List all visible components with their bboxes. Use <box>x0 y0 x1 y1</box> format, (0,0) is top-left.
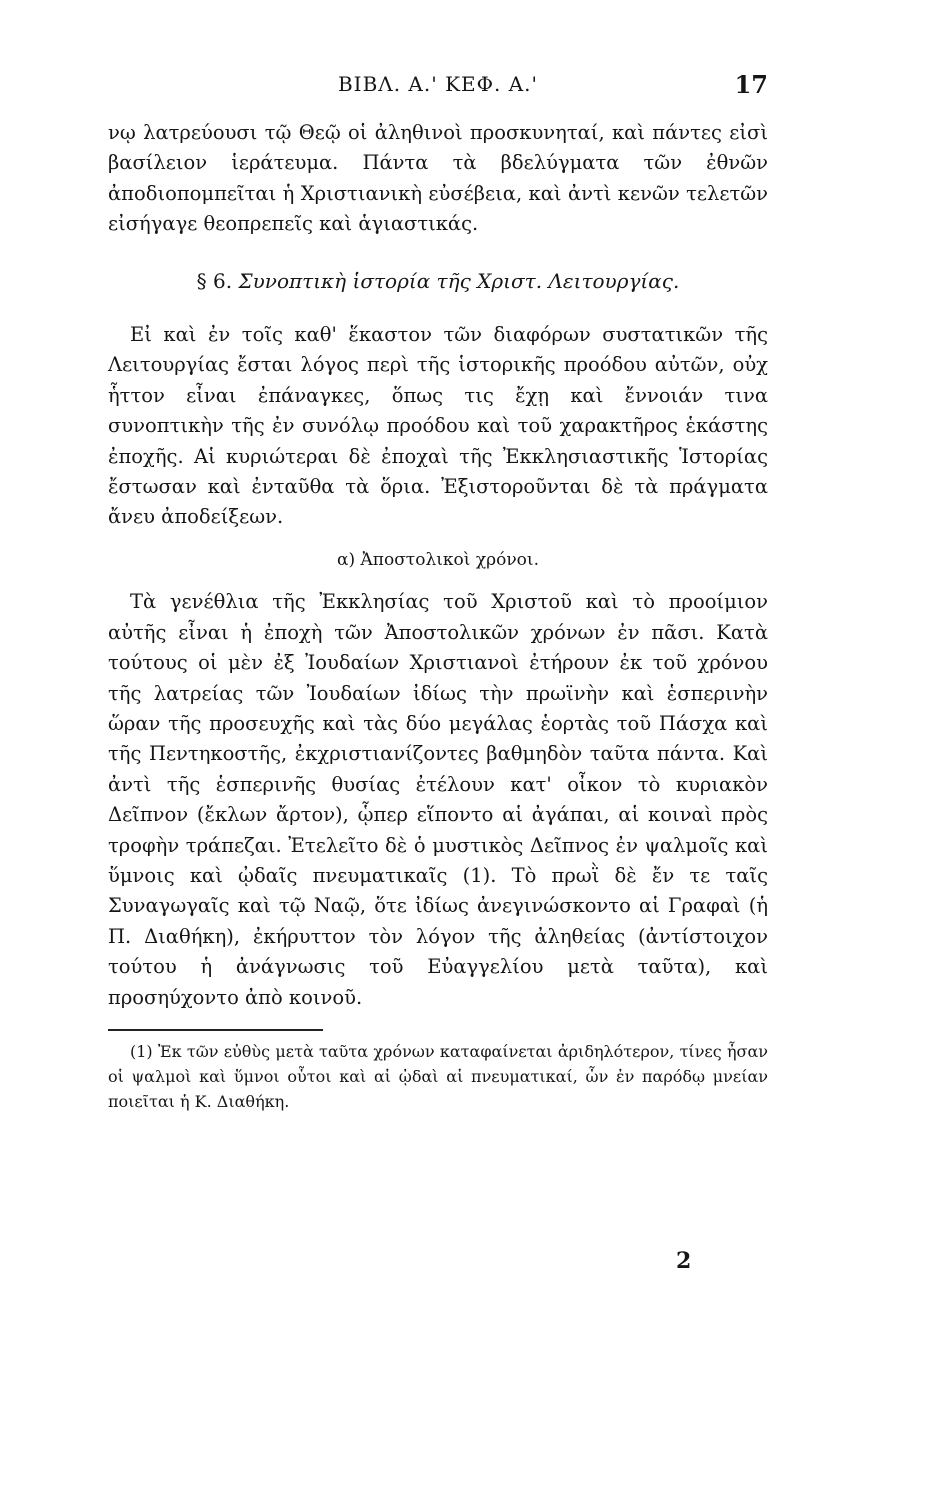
paragraph-1: νῳ λατρεύουσι τῷ Θεῷ οἱ ἀληθινοὶ προσκυνηταί, καὶ πάντες εἰσὶ βασίλειον ἱεράτευμα. Πάντα τὰ βδελύγματα τῶν ἐθνῶν ἀποδιοπομπεῖται ἡ Χριστιανικὴ εὐσέβεια, καὶ ἀντὶ κενῶν τελετῶν εἰσήγαγε θεοπρεπεῖς καὶ ἁγιαστικάς. <box>108 121 768 236</box>
page-number: 17 <box>734 70 768 99</box>
section-number: § 6. <box>196 268 233 293</box>
paragraph-2: Εἰ καὶ ἐν τοῖς καθ' ἕκαστον τῶν διαφόρων συστατικῶν τῆς Λειτουργίας ἔσται λόγος περὶ τῆς ἱστορικῆς προόδου αὐτῶν, οὐχ ἧττον εἶναι ἐπάναγκες, ὅπως τις ἔχῃ καὶ ἔννοιάν τινα συνοπτικὴν τῆς ἐν συνόλῳ προόδου καὶ τοῦ χαρακτῆρος ἑκάστης ἐποχῆς. Αἱ κυριώτεραι δὲ ἐποχαὶ τῆς Ἐκκλησιαστικῆς Ἱστορίας ἔστωσαν καὶ ἐνταῦθα τὰ ὅρια. Ἐξιστοροῦνται δὲ τὰ πράγματα ἄνευ ἀποδείξεων. <box>108 323 768 529</box>
section-title: Συνοπτικὴ ἱστορία τῆς Χριστ. Λειτουργίας. <box>238 268 680 293</box>
paragraph-3: Τὰ γενέθλια τῆς Ἐκκλησίας τοῦ Χριστοῦ καὶ τὸ προοίμιον αὐτῆς εἶναι ἡ ἐποχὴ τῶν Ἀποστολικῶν χρόνων ἐν πᾶσι. Κατὰ τούτους οἱ μὲν ἐξ Ἰουδαίων Χριστιανοὶ ἐτήρουν ἐκ τοῦ χρόνου τῆς λατρείας τῶν Ἰουδαίων ἰδίως τὴν πρωϊνὴν καὶ ἑσπερινὴν ὥραν τῆς προσευχῆς καὶ τὰς δύο μεγάλας ἑορτὰς τοῦ Πάσχα καὶ τῆς Πεντηκοστῆς, ἐκχριστιανίζοντες βαθμηδὸν ταῦτα πάντα. Καὶ ἀντὶ τῆς ἑσπερινῆς θυσίας ἐτέλουν κατ' οἶκον τὸ κυριακὸν Δεῖπνον (ἔκλων ἄρτον), ᾧπερ εἵποντο αἱ ἀγάπαι, αἱ κοιναὶ πρὸς τροφὴν τράπεζαι. Ἐτελεῖτο δὲ ὁ μυστικὸς Δεῖπνος ἐν ψαλμοῖς καὶ ὕμνοις καὶ ᾠδαῖς πνευματικαῖς (1). Τὸ πρωῒ δὲ ἔν τε ταῖς Συναγωγαῖς καὶ τῷ Ναῷ, ὅτε ἰδίως ἀνεγινώσκοντο αἱ Γραφαὶ (ἡ Π. Διαθήκη), ἐκήρυττον τὸν λόγον τῆς ἀληθείας (ἀντίστοιχον τούτου ἡ ἀνάγνωσις τοῦ Εὐαγγελίου μετὰ ταῦτα), καὶ προσηύχοντο ἀπὸ κοινοῦ. <box>108 590 768 1009</box>
section-heading <box>108 266 768 296</box>
footnote-separator <box>108 1013 768 1039</box>
signature-mark: 2 <box>676 1248 692 1274</box>
footnote: (1) Ἐκ τῶν εὐθὺς μετὰ ταῦτα χρόνων καταφαίνεται ἀριδηλότερον, τίνες ἦσαν οἱ ψαλμοὶ καὶ ὕμνοι οὗτοι καὶ αἱ ᾠδαὶ αἱ πνευματικαί, ὧν ἐν παρόδῳ μνείαν ποιεῖται ἡ Κ. Διαθήκη. <box>108 1041 768 1111</box>
running-head <box>108 70 768 104</box>
body-text <box>108 118 768 1114</box>
subheading: α) Ἀποστολικοὶ χρόνοι. <box>337 549 539 570</box>
running-title: ΒΙΒΛ. Α.' ΚΕΦ. Α.' <box>337 72 539 96</box>
footnote-rule <box>108 1029 323 1031</box>
